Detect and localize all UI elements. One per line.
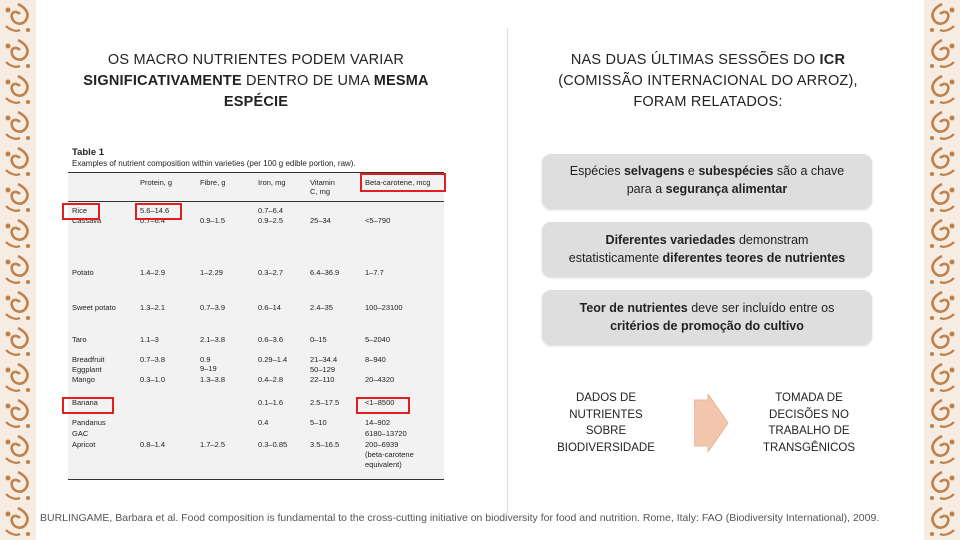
table-cell-protein: 0.8–1.4 <box>140 440 166 449</box>
pill-text: a chave <box>800 164 845 178</box>
pill-nutrient-content-line2 <box>542 317 872 335</box>
table-header-protein: Protein, g <box>140 178 173 187</box>
table-cell-name: Mango <box>72 375 95 384</box>
table-cell-beta: 5–2040 <box>365 335 391 344</box>
flow-left-line4: BIODIVERSIDADE <box>557 441 655 454</box>
table-cell-vitc: 5–10 <box>310 418 327 427</box>
table-cell-iron: 0.29–1.4 <box>258 355 288 364</box>
table-cell-fibre: 2.1–3.8 <box>200 335 226 344</box>
table-header-vitamin-c-unit: C, mg <box>310 187 331 196</box>
pill-text: para a <box>626 182 666 196</box>
table-cell-name: Potato <box>72 268 94 277</box>
table-cell-beta: 8–940 <box>365 355 386 364</box>
right-heading-icr: ICR <box>819 52 846 68</box>
decorative-border-left <box>0 0 36 540</box>
table-cell-protein: 0.7–3.8 <box>140 355 166 364</box>
pill-text: Espécies <box>569 164 624 178</box>
table-cell-vitc: 2.4–35 <box>310 303 333 312</box>
table-cell-beta: equivalent) <box>365 460 402 469</box>
table-title: Table 1 <box>72 147 105 158</box>
flow-right-line3: TRABALHO DE <box>768 425 850 437</box>
pill-varieties-line2 <box>542 249 872 267</box>
pill-text: são <box>773 164 801 178</box>
table-cell-vitc: 2.5–17.5 <box>310 398 340 407</box>
table-cell-beta: 100–23100 <box>365 303 403 312</box>
left-heading-bold-2: MESMA <box>373 73 429 89</box>
table-cell-beta: 1–7.7 <box>365 268 384 277</box>
table-cell-iron: 0.3–2.7 <box>258 268 284 277</box>
pill-bold-text: segurança alimentar <box>665 182 788 196</box>
table-cell-fibre: 1–2.29 <box>200 268 223 277</box>
flow-right-text <box>750 390 868 456</box>
table-cell-iron: 0.6–3.6 <box>258 335 284 344</box>
pill-nutrient-content <box>542 290 872 345</box>
left-heading-line1: OS MACRO NUTRIENTES PODEM VARIAR <box>107 52 405 68</box>
table-cell-beta: 6180–13720 <box>365 429 407 438</box>
left-heading-line3 <box>60 92 452 113</box>
flow-arrow-icon <box>694 394 728 452</box>
pill-bold-text: diferentes teores de nutrientes <box>662 251 846 265</box>
pill-bold-text: subespécies <box>698 164 774 178</box>
table-header-fibre: Fibre, g <box>200 178 226 187</box>
highlight-rice <box>62 203 100 220</box>
floral-pattern-right <box>924 0 960 540</box>
right-heading-line1 <box>528 50 888 71</box>
left-heading-line2 <box>60 71 452 92</box>
pill-bold-text: Diferentes variedades <box>605 233 736 247</box>
table-bottom-rule <box>68 479 444 480</box>
table-cell-beta: 14–902 <box>365 418 391 427</box>
pill-bold-text: critérios de promoção do cultivo <box>610 319 804 333</box>
table-cell-name: GAC <box>72 429 89 438</box>
flow-right-line2: DECISÕES NO <box>769 408 849 421</box>
table-header-beta-carotene: Beta-carotene, mcg <box>365 178 431 187</box>
table-cell-name: Eggplant <box>72 365 102 374</box>
table-cell-fibre: 1.7–2.5 <box>200 440 226 449</box>
table-cell-name: Apricot <box>72 440 96 449</box>
pill-wild-species-line1 <box>542 162 872 180</box>
table-cell-beta: <1–8500 <box>365 398 395 407</box>
table-cell-protein: 0.7–6.4 <box>140 216 166 225</box>
table-cell-beta: <5–790 <box>365 216 391 225</box>
flow-left-text <box>548 390 664 456</box>
table-cell-beta: (beta-carotene <box>365 450 414 459</box>
right-heading-line3: FORAM RELATADOS: <box>633 94 783 110</box>
right-heading-line2: (COMISSÃO INTERNACIONAL DO ARROZ), <box>558 73 858 89</box>
citation: BURLINGAME, Barbara et al. Food composition is fundamental to the cross-cutting initiative on biodiversity for food and nutrition. Rome, Italy: FAO (Biodiversity International), 2009. <box>40 512 880 524</box>
table-cell-vitc: 6.4–36.9 <box>310 268 340 277</box>
table-header-rule <box>68 201 444 202</box>
table-cell-beta: 200–6939 <box>365 440 399 449</box>
decorative-border-right <box>924 0 960 540</box>
pill-varieties-line1 <box>542 231 872 249</box>
pill-text: e <box>684 164 699 178</box>
left-heading-bold-1: SIGNIFICATIVAMENTE <box>83 73 242 89</box>
highlight-banana <box>62 397 114 414</box>
table-cell-vitc: 50–129 <box>310 365 336 374</box>
table-cell-iron: 0.4–2.8 <box>258 375 284 384</box>
flow-right-line4: TRANSGÊNICOS <box>762 441 855 454</box>
table-cell-fibre: 0.9 <box>200 355 211 364</box>
right-heading-text-1: NAS DUAS ÚLTIMAS SESSÕES DO <box>570 52 820 68</box>
table-cell-iron: 0.1–1.6 <box>258 398 284 407</box>
table-cell-name: Rice <box>72 206 88 215</box>
table-cell-iron: 0.4 <box>258 418 269 427</box>
highlight-banana-beta <box>356 397 410 414</box>
table-caption: Examples of nutrient composition within varieties (per 100 g edible portion, raw). <box>72 159 356 168</box>
column-divider <box>507 28 508 513</box>
table-cell-fibre: 0.9–1.5 <box>200 216 226 225</box>
floral-pattern-left <box>0 0 36 540</box>
table-header-vitamin-c: Vitamin <box>310 178 335 187</box>
pill-nutrient-content-line1 <box>542 299 872 317</box>
table-cell-fibre: 0.7–3.9 <box>200 303 226 312</box>
flow-left-line3: SOBRE <box>585 425 627 437</box>
table-cell-vitc: 25–34 <box>310 216 331 225</box>
table-cell-name: Cassava <box>72 216 102 225</box>
table-cell-protein: 1.1–3 <box>140 335 159 344</box>
pill-varieties <box>542 222 872 277</box>
pill-bold-text: selvagens <box>623 164 685 178</box>
table-cell-vitc: 22–110 <box>310 375 335 384</box>
pill-text: estatisticamente <box>568 251 663 265</box>
table-cell-protein: 1.3–2.1 <box>140 303 166 312</box>
table-cell-name: Breadfruit <box>72 355 105 364</box>
pill-bold-text: Teor de nutrientes <box>579 301 688 315</box>
left-heading-bold-3: ESPÉCIE <box>223 94 289 110</box>
pill-wild-species-line2 <box>542 180 872 198</box>
table-cell-name: Pandanus <box>72 418 106 427</box>
table-cell-beta: 20–4320 <box>365 375 395 384</box>
table-cell-fibre: 9–19 <box>200 364 217 373</box>
highlight-rice-protein <box>135 203 182 220</box>
table-cell-protein: 5.6–14.6 <box>140 206 170 215</box>
table-cell-fibre: 1.3–3.8 <box>200 375 226 384</box>
left-heading <box>60 50 452 113</box>
table-cell-name: Banana <box>72 398 98 407</box>
nutrient-table <box>60 143 446 481</box>
highlight-beta-carotene-header <box>360 173 446 192</box>
pill-text: deve ser incluído entre os <box>687 301 835 315</box>
pill-wild-species <box>542 154 872 209</box>
table-cell-iron: 0.7–6.4 <box>258 206 284 215</box>
flow-right-line1: TOMADA DE <box>775 392 843 404</box>
flow-left-line1: DADOS DE <box>575 392 637 404</box>
table-cell-iron: 0.3–0.85 <box>258 440 288 449</box>
table-cell-name: Taro <box>72 335 87 344</box>
table-cell-iron: 0.9–2.5 <box>258 216 284 225</box>
pill-text: demonstram <box>735 233 809 247</box>
table-cell-iron: 0.6–14 <box>258 303 281 312</box>
table-header-iron: Iron, mg <box>258 178 286 187</box>
table-cell-vitc: 3.5–16.5 <box>310 440 340 449</box>
left-heading-text-2: DENTRO DE UMA <box>241 73 374 89</box>
table-cell-vitc: 21–34.4 <box>310 355 338 364</box>
table-cell-protein: 1.4–2.9 <box>140 268 166 277</box>
table-cell-name: Sweet potato <box>72 303 116 312</box>
table-cell-protein: 0.3–1.0 <box>140 375 166 384</box>
table-cell-vitc: 0–15 <box>310 335 327 344</box>
flow-left-line2: NUTRIENTES <box>569 408 643 421</box>
right-heading <box>528 50 888 113</box>
